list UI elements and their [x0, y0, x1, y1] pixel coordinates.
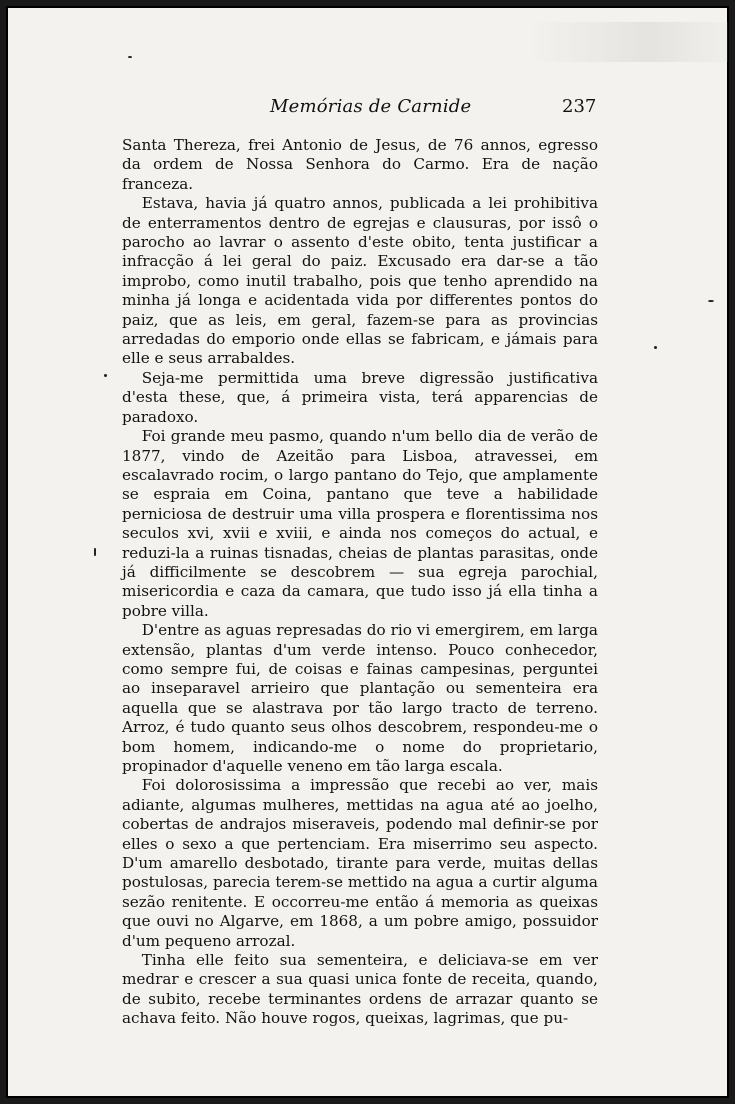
scan-speck	[104, 374, 107, 377]
paragraph: Estava, havia já quatro annos, publicada a lei prohibitiva de enterramentos dentro de egrejas e clausuras, por issô o parocho ao lavrar o assento d'este obito, tenta justificar a infracção á lei geral do paiz. Excusado era dar-se a tão improbo, como inutil trabalho, pois que tenho aprendido na minha já longa e acidentada vida por differentes pontos do paiz, que as leis, em geral, fazem-se para as provincias arredadas do emporio onde ellas se fabricam, e jámais para elle e seus arrabaldes.	[122, 194, 598, 368]
paragraph: Santa Thereza, frei Antonio de Jesus, de 76 annos, egresso da ordem de Nossa Senhora do Carmo. Era de nação franceza.	[122, 136, 598, 193]
page-sheet	[6, 6, 729, 1098]
scan-speck	[94, 548, 96, 556]
scan-shading	[528, 22, 728, 62]
paragraph: Tinha elle feito sua sementeira, e deliciava-se em ver medrar e crescer a sua quasi unica fonte de receita, quando, de subito, recebe terminantes ordens de arrazar quanto se achava feito. Não houve rogos, queixas, lagrimas, que pu-	[122, 951, 598, 1028]
scan-speck	[708, 300, 714, 302]
paragraph: Foi grande meu pasmo, quando n'um bello dia de verão de 1877, vindo de Azeitão para Lisboa, atravessei, em escalavrado rocim, o largo pantano do Tejo, que amplamente se espraia em Coina, pantano que teve a habilidade perniciosa de destruir uma villa prospera e florentissima nos seculos xvi, xvii e xviii, e ainda nos começos do actual, e reduzi-la a ruinas tisnadas, cheias de plantas parasitas, onde já difficilmente se descobrem — sua egreja parochial, misericordia e caza da camara, que tudo isso já ella tinha a pobre villa.	[122, 427, 598, 620]
running-title: Memórias de Carnide	[270, 96, 472, 117]
body-text	[122, 136, 598, 1029]
running-head	[8, 96, 727, 122]
scan-speck	[128, 56, 132, 58]
scan-speck	[654, 346, 657, 349]
paragraph: D'entre as aguas represadas do rio vi emergirem, em larga extensão, plantas d'um verde intenso. Pouco conhecedor, como sempre fui, de coisas e fainas campesinas, perguntei ao inseparavel arrieiro que plantação ou sementeira era aquella que se alastrava por tão largo tracto de terreno. Arroz, é tudo quanto seus olhos descobrem, respondeu-me o bom homem, indicando-me o nome do proprietario, propinador d'aquelle veneno em tão larga escala.	[122, 621, 598, 775]
page-number: 237	[562, 96, 597, 117]
paragraph: Seja-me permittida uma breve digressão justificativa d'esta these, que, á primeira vista, terá apparencias de paradoxo.	[122, 368, 598, 426]
paragraph: Foi dolorosissima a impressão que recebi ao ver, mais adiante, algumas mulheres, mettidas na agua até ao joelho, cobertas de andrajos miseraveis, podendo mal definir-se por elles o sexo a que pertenciam. Era miserrimo seu aspecto. D'um amarello desbotado, tirante para verde, muitas dellas postulosas, parecia terem-se mettido na agua a curtir alguma sezão renitente. E occorreu-me então á memoria as queixas que ouvi no Algarve, em 1868, a um pobre amigo, possuidor d'um pequeno arrozal.	[122, 776, 598, 950]
